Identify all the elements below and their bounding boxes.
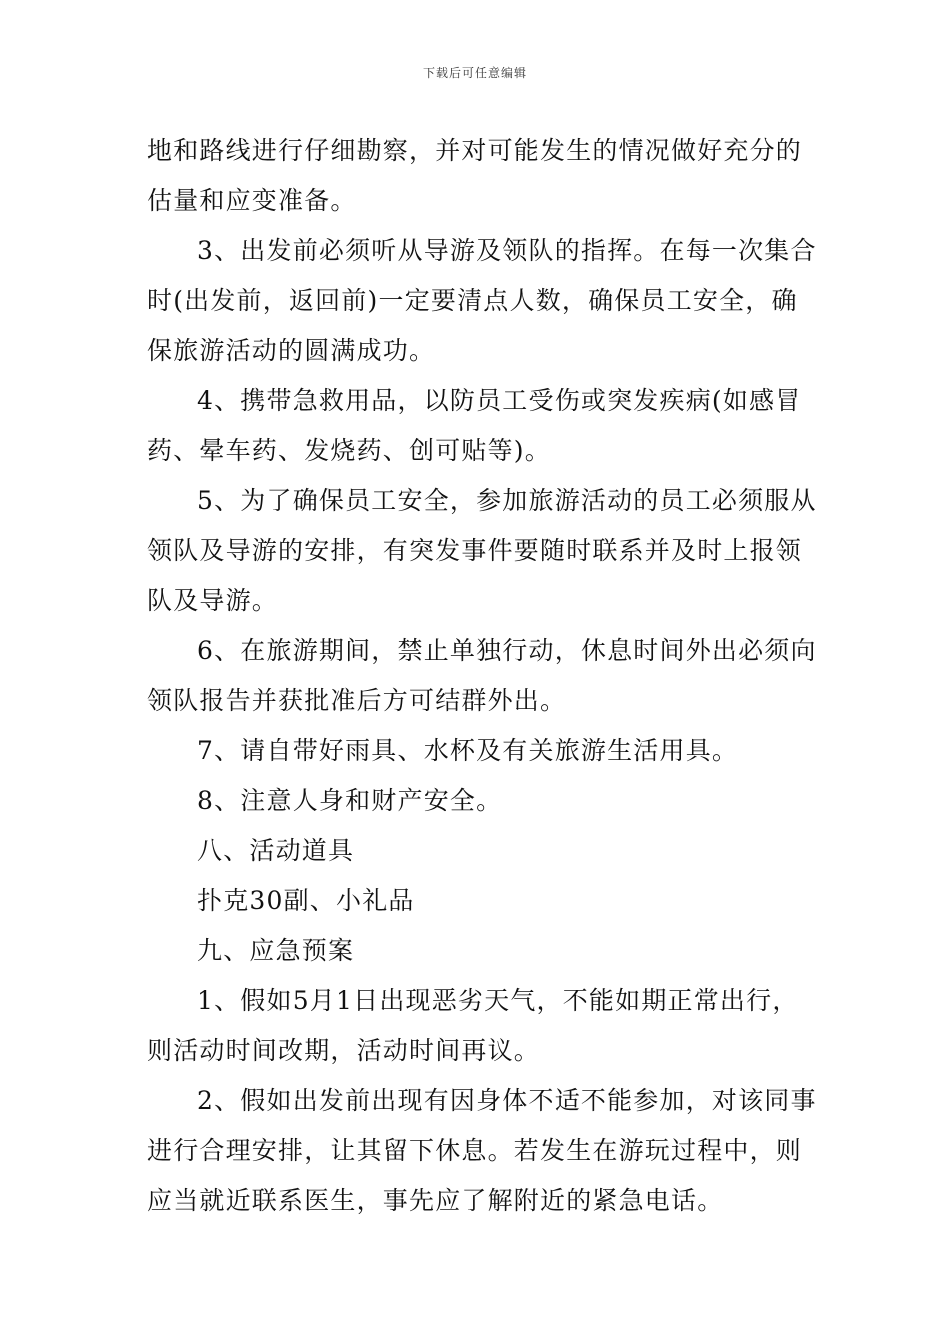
text-line: 队及导游。 [147,586,279,615]
text-line: 估量和应变准备。 [147,186,357,215]
text-line: 8、注意人身和财产安全。 [197,786,503,815]
text-line: 7、请自带好雨具、水杯及有关旅游生活用具。 [197,736,739,765]
text-line: 6、在旅游期间，禁止单独行动，休息时间外出必须向 [197,636,817,665]
section-heading: 九、应急预案 [197,936,355,965]
text-line: 3、出发前必须听从导游及领队的指挥。在每一次集合 [197,236,817,265]
text-line: 领队及导游的安排，有突发事件要随时联系并及时上报领 [147,536,803,565]
text-line: 则活动时间改期，活动时间再议。 [147,1036,541,1065]
text-line: 应当就近联系医生，事先应了解附近的紧急电话。 [147,1186,724,1215]
text-line: 领队报告并获批准后方可结群外出。 [147,686,567,715]
section-heading: 八、活动道具 [197,836,355,865]
text-line: 地和路线进行仔细勘察，并对可能发生的情况做好充分的 [147,136,803,165]
text-line: 进行合理安排，让其留下休息。若发生在游玩过程中，则 [147,1136,803,1165]
text-line: 2、假如出发前出现有因身体不适不能参加，对该同事 [197,1086,817,1115]
text-line: 1、假如5月1日出现恶劣天气，不能如期正常出行， [197,986,799,1015]
text-line: 扑克30副、小礼品 [197,886,415,915]
text-line: 保旅游活动的圆满成功。 [147,336,436,365]
text-line: 5、为了确保员工安全，参加旅游活动的员工必须服从 [197,486,817,515]
text-line: 药、晕车药、发烧药、创可贴等)。 [147,436,551,465]
text-line: 时(出发前，返回前)一定要清点人数，确保员工安全，确 [147,286,798,315]
text-line: 4、携带急救用品，以防员工受伤或突发疾病(如感冒 [197,386,802,415]
document-body [147,126,817,1226]
page-header: 下载后可任意编辑 [422,66,527,80]
